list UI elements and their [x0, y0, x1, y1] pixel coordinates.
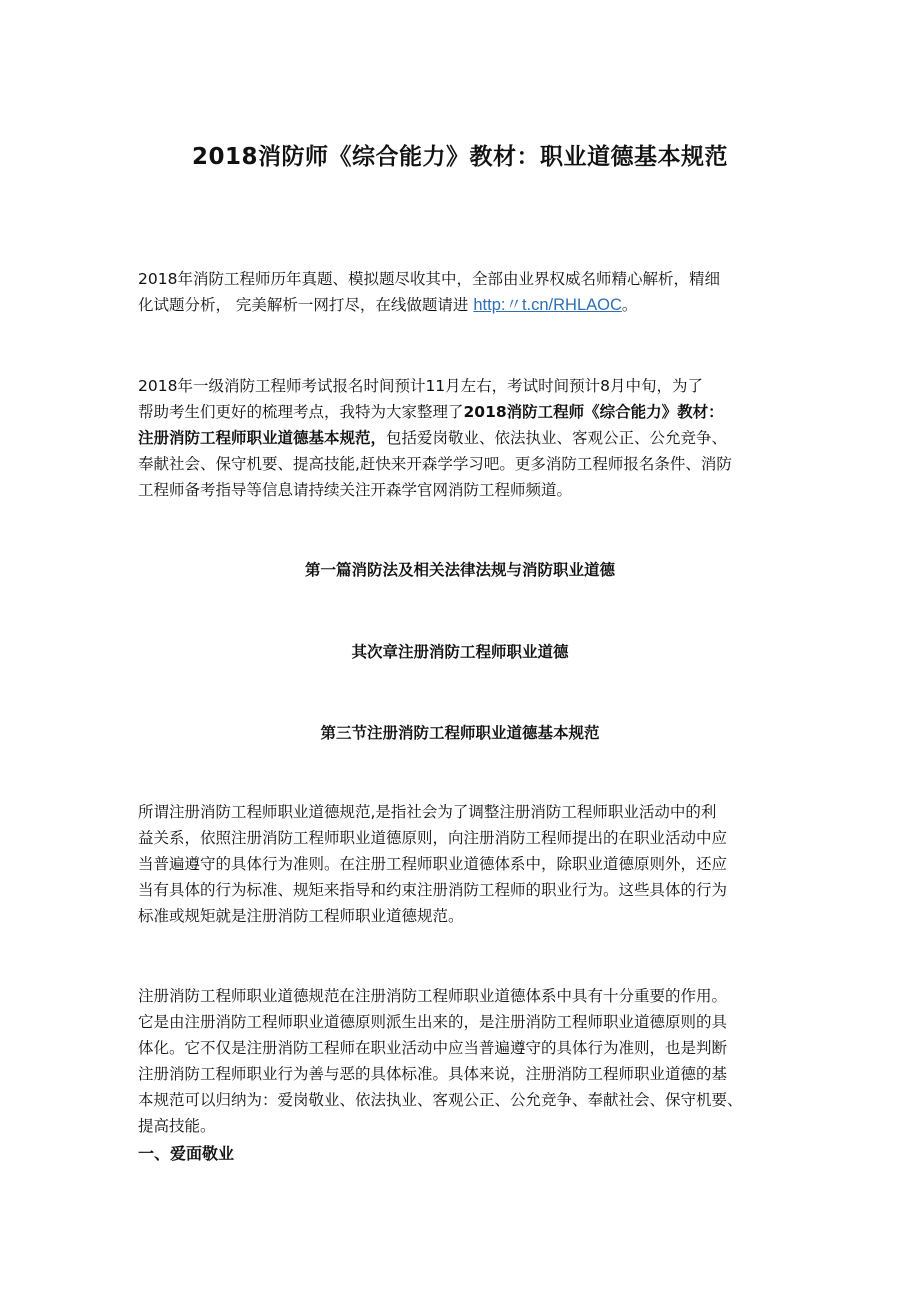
role-line: 它是由注册消防工程师职业道德原则派生出来的，是注册消防工程师职业道德原则的具	[138, 1013, 728, 1031]
definition-line: 所谓注册消防工程师职业道德规范,是指社会为了调整注册消防工程师职业活动中的利	[138, 803, 717, 821]
section-heading: 第三节注册消防工程师职业道德基本规范	[320, 724, 600, 742]
practice-link[interactable]: http:〃t.cn/RHLAOC	[473, 296, 622, 314]
definition-line: 当普遍遵守的具体行为准则。在注册工程师职业道德体系中，除职业道德原则外，还应	[138, 855, 728, 873]
definition-paragraph	[138, 799, 798, 929]
role-line: 注册消防工程师职业行为善与恶的具体标准。具体来说，注册消防工程师职业道德的基	[138, 1065, 728, 1083]
subsection-heading: 一、爱面敬业	[138, 1144, 235, 1163]
definition-line: 益关系，依照注册消防工程师职业道德原则，向注册消防工程师提出的在职业活动中应	[138, 829, 728, 847]
role-line: 注册消防工程师职业道德规范在注册消防工程师职业道德体系中具有十分重要的作用。	[138, 987, 728, 1005]
intro-paragraph	[138, 266, 798, 318]
exam-info-paragraph	[138, 373, 798, 503]
intro-line-2-text: 化试题分析， 完美解析一网打尽，在线做题请进	[138, 296, 474, 314]
role-line: 本规范可以归纳为：爱岗敬业、依法执业、客观公正、公允竞争、奉献社会、保守机要、	[138, 1091, 743, 1109]
exam-info-line-1: 2018年一级消防工程师考试报名时间预计11月左右，考试时间预计8月中旬，为了	[138, 377, 704, 395]
exam-info-line-2-bold: 2018消防工程师《综合能力》教材：	[463, 403, 724, 421]
role-paragraph	[138, 983, 798, 1139]
intro-line-2	[138, 292, 798, 318]
exam-info-line-3	[138, 425, 798, 451]
intro-line-1: 2018年消防工程师历年真题、模拟题尽收其中，全部由业界权威名师精心解析，精细	[138, 270, 720, 288]
role-line: 体化。它不仅是注册消防工程师在职业活动中应当普遍遵守的具体行为准则，也是判断	[138, 1039, 728, 1057]
exam-info-line-2	[138, 399, 798, 425]
exam-info-line-3-text: 包括爱岗敬业、依法执业、客观公正、公允竞争、	[386, 429, 728, 447]
exam-info-line-5: 工程师备考指导等信息请持续关注开森学官网消防工程师频道。	[138, 481, 573, 499]
exam-info-line-2-text: 帮助考生们更好的梳理考点，我特为大家整理了	[138, 403, 464, 421]
exam-info-line-3-bold: 注册消防工程师职业道德基本规范，	[138, 429, 387, 447]
definition-line: 当有具体的行为标准、规矩来指导和约束注册消防工程师的职业行为。这些具体的行为	[138, 881, 728, 899]
role-line: 提高技能。	[138, 1117, 216, 1135]
document-title: 2018消防师《综合能力》教材：职业道德基本规范	[191, 144, 728, 170]
chapter-heading: 其次章注册消防工程师职业道德	[351, 643, 569, 661]
exam-info-line-4: 奉献社会、保守机要、提高技能,赶快来开森学学习吧。更多消防工程师报名条件、消防	[138, 455, 732, 473]
part-heading: 第一篇消防法及相关法律法规与消防职业道德	[304, 561, 615, 579]
definition-line: 标准或规矩就是注册消防工程师职业道德规范。	[138, 907, 464, 925]
intro-line-2-end: 。	[621, 296, 638, 314]
